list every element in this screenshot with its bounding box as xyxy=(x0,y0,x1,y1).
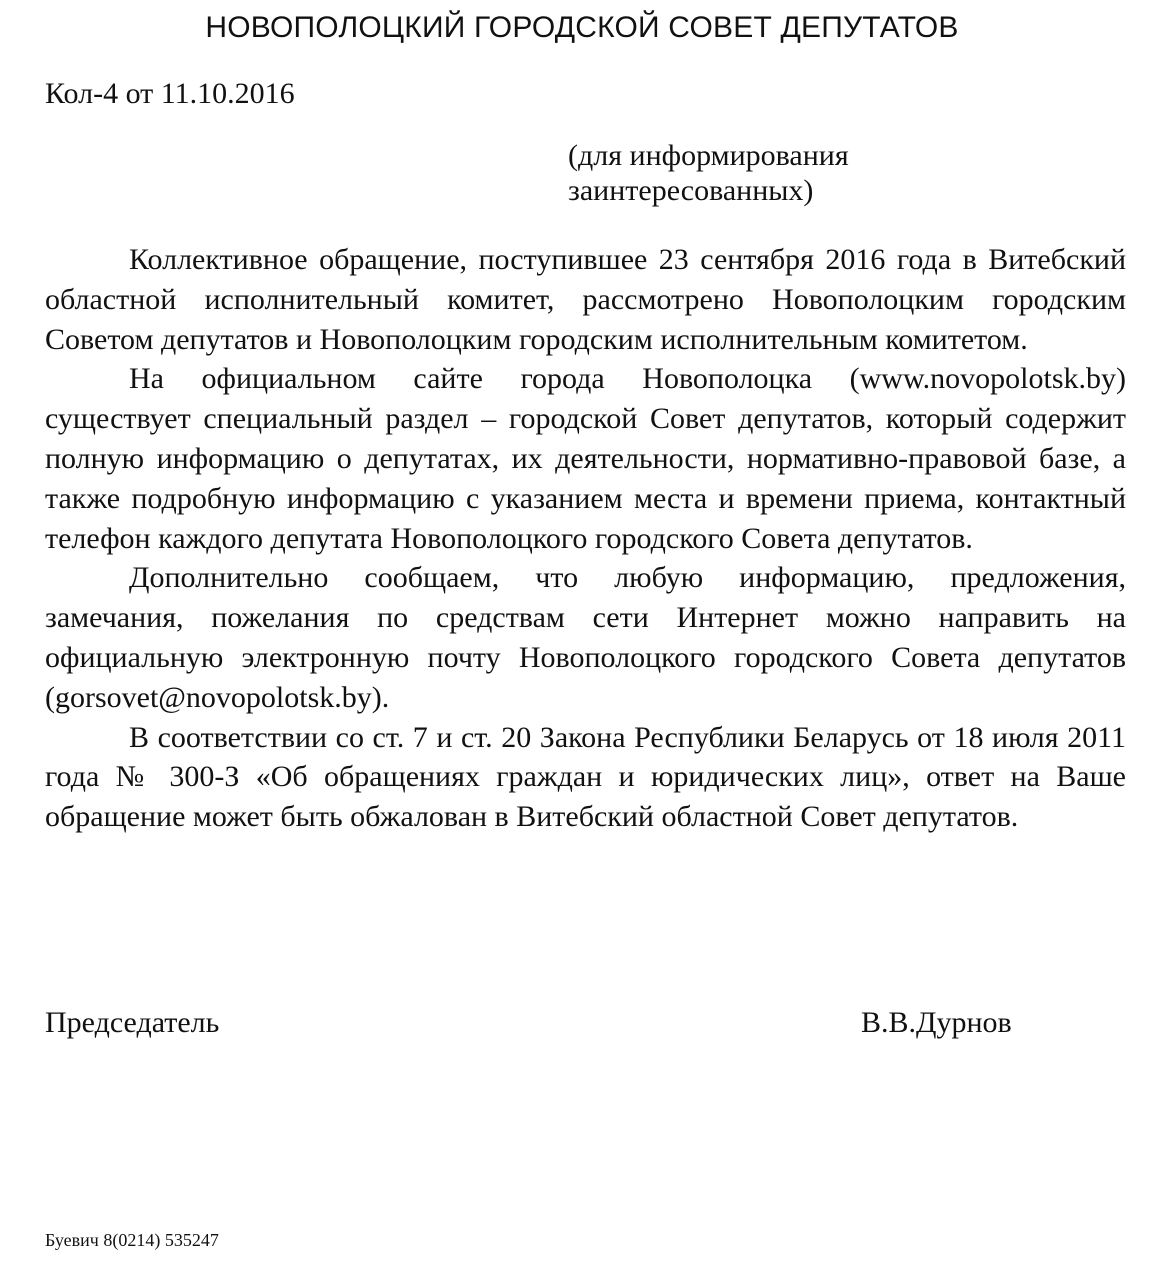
body-paragraph-1: Коллективное обращение, поступившее 23 сентября 2016 года в Витебский областной исполнительный комитет, рассмотрено Новополоцким городским Советом депутатов и Новополоцким городским исполнительным комитетом. xyxy=(45,243,1126,356)
body-paragraph-3: Дополнительно сообщаем, что любую информацию, предложения, замечания, пожелания по средствам сети Интернет можно направить на официальную электронную почту Новополоцкого городского Совета депутатов (gorsovet@novopolotsk.by). xyxy=(45,561,1126,714)
body-paragraph-2: На официальном сайте города Новополоцка (www.novopolotsk.by) существует специальный раздел – городской Совет депутатов, который содержит полную информацию о депутатах, их деятельности, нормативно-правовой базе, а также подробную информацию с указанием места и времени приема, контактный телефон каждого депутата Новополоцкого городского Совета депутатов. xyxy=(45,362,1126,555)
body-paragraph-4: В соответствии со ст. 7 и ст. 20 Закона Республики Беларусь от 18 июля 2011 года № 300-З «Об обращениях граждан и юридических лиц», ответ на Ваше обращение может быть обжалован в Витебский областной Совет депутатов. xyxy=(45,720,1126,834)
signatory-name: В.В.Дурнов xyxy=(861,1006,1012,1039)
document-title: НОВОПОЛОЦКИЙ ГОРОДСКОЙ СОВЕТ ДЕПУТАТОВ xyxy=(205,11,959,44)
document-body xyxy=(45,240,1126,837)
distribution-note-line-1: (для информирования xyxy=(568,139,849,172)
distribution-note-line-2: заинтересованных) xyxy=(568,174,814,207)
executor-contact: Буевич 8(0214) 535247 xyxy=(45,1230,219,1250)
signatory-position: Председатель xyxy=(45,1006,220,1039)
document-reference: Кол-4 от 11.10.2016 xyxy=(45,77,295,110)
distribution-note xyxy=(568,138,988,208)
